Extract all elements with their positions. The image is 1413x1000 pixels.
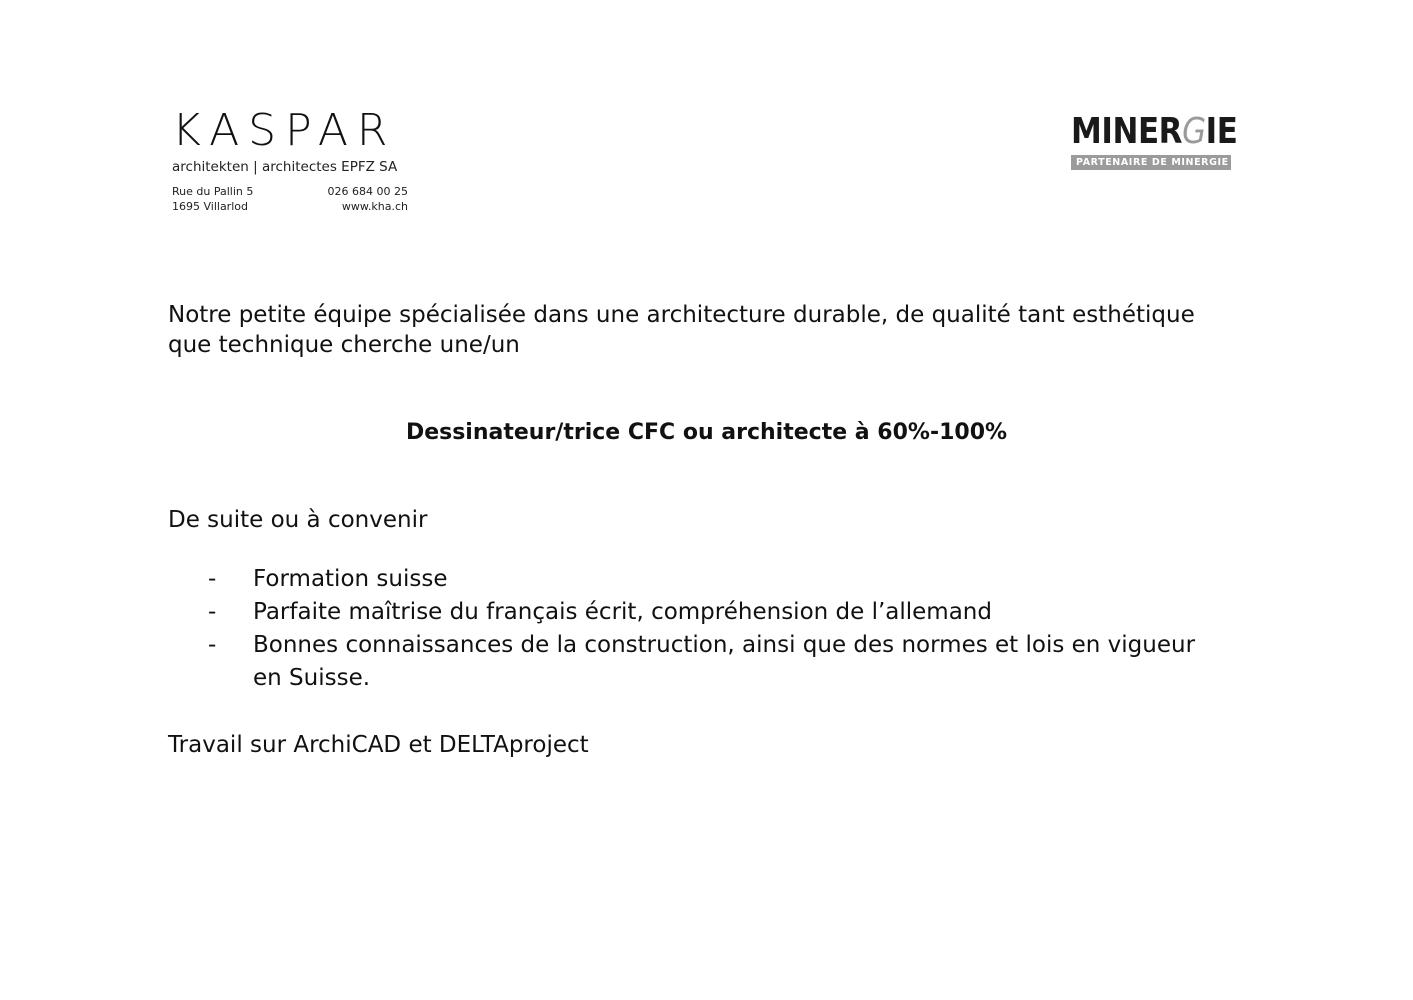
minergie-partner-logo: [1071, 112, 1247, 170]
job-title: Dessinateur/trice CFC ou architecte à 60%-100%: [405, 420, 1008, 445]
intro-paragraph: Notre petite équipe spécialisée dans une architecture durable, de qualité tant esthétique que technique cherche une/un: [168, 302, 1195, 358]
minergie-g-mark: G: [1182, 111, 1206, 152]
requirement-text: Formation suisse: [253, 566, 448, 592]
bullet-dash: -: [208, 632, 217, 658]
list-item: [208, 629, 1228, 695]
requirements-list: [208, 563, 1228, 695]
list-item: [208, 563, 1228, 596]
company-contact: [172, 184, 408, 214]
company-name: KASPAR: [172, 105, 397, 156]
minergie-word-part-3: IE: [1205, 111, 1238, 152]
address-line-2: 1695 Villarlod: [172, 200, 248, 213]
minergie-wordmark: [1071, 111, 1238, 152]
company-subtitle: architekten | architectes EPFZ SA: [172, 159, 398, 175]
phone-number: 026 684 00 25: [327, 185, 408, 198]
software-text: Travail sur ArchiCAD et DELTAproject: [168, 732, 589, 758]
requirement-text: Parfaite maîtrise du français écrit, compréhension de l’allemand: [253, 599, 992, 625]
minergie-word-part-1: MINER: [1071, 111, 1183, 152]
bullet-dash: -: [208, 599, 217, 625]
website: www.kha.ch: [341, 200, 408, 213]
kaspar-letterhead: [172, 106, 408, 214]
address-line-1: Rue du Pallin 5: [172, 185, 254, 198]
minergie-tagline: PARTENAIRE DE MINERGIE: [1071, 155, 1231, 170]
availability-text: De suite ou à convenir: [168, 507, 428, 533]
requirement-text: Bonnes connaissances de la construction, ainsi que des normes et lois en vigueur en Suisse.: [253, 632, 1196, 691]
bullet-dash: -: [208, 566, 217, 592]
list-item: [208, 596, 1228, 629]
